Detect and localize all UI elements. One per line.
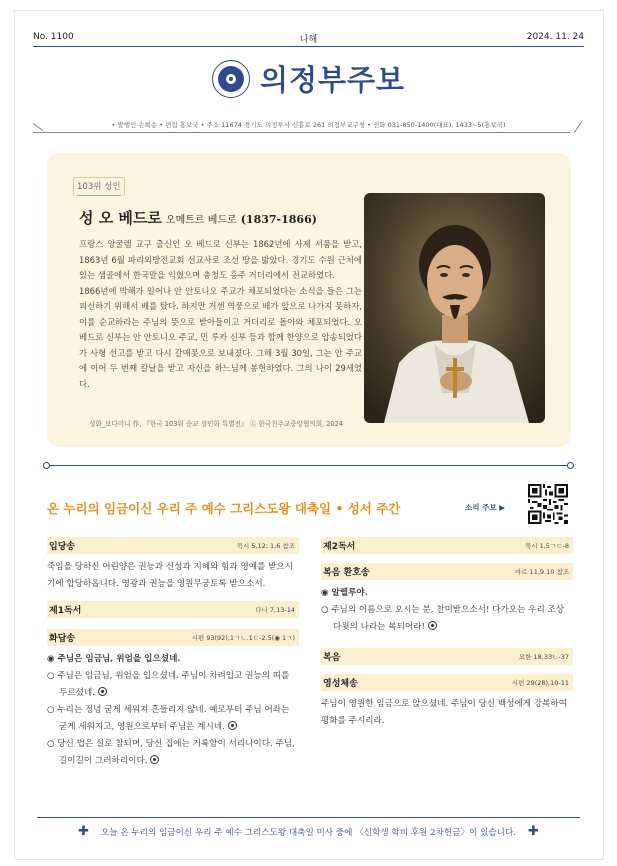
section-reference: 시편 29(28),10-11 (511, 679, 569, 687)
saint-paragraph: 1866년에 박해가 일어나 안 안토니오 주교가 체포되었다는 소식을 들은 그는 피신하기 위해서 배를 탔다. 하지만 거센 역풍으로 배가 앞으로 나가지 못하자, 이를 순교하라는 주님의 뜻으로 받아들이고 거더리로 돌아와 체포되었다. 오 베드로 신부는 안 안토니오 주교, 민 루카 신부 등과 함께 한양으로 압송되었다가 사형 선고를 받고 다시 갈매못으로 보내졌다. 그해 3월 30일, 그는 안 주교에 이어 두 번째 칼날을 받고 자신을 하느님께 봉헌하였다. 그의 나이 29세였다. (79, 285, 362, 389)
first-reading-header (47, 601, 299, 618)
saint-portrait-image (364, 193, 545, 423)
audio-bulletin-link[interactable]: 소리 주보 ▶ (465, 503, 505, 512)
saint-name-latin: 오메트르 베드로 (165, 215, 237, 226)
header-topbar (33, 32, 584, 45)
section-reference: 다니 7,13-14 (255, 606, 295, 614)
saint-card (47, 153, 571, 447)
bulletin-title: 의정부주보 (259, 63, 406, 97)
issue-date: 2024. 11. 24 (526, 32, 584, 42)
saint-biography (79, 237, 362, 392)
response-mark-icon (98, 687, 107, 696)
saint-name-main: 성 오 베드로 (79, 209, 162, 227)
saint-years: (1837-1866) (240, 213, 317, 226)
plus-icon: ✚ (528, 824, 539, 839)
image-credit: 성화_보다미니 作, 『한국 103위 순교 성인화 특별전』 ⓒ 한국천주교중앙협의회, 2024 (89, 420, 344, 428)
response-mark-icon (150, 755, 159, 764)
section-reference: 묵시 5,12; 1,6 참조 (236, 542, 295, 550)
gospel-acclamation-header (321, 563, 573, 580)
response-mark-icon (228, 721, 237, 730)
issue-number: No. 1100 (33, 32, 74, 42)
header-rule (33, 46, 584, 47)
footer-notice (0, 824, 617, 839)
feast-title: 온 누리의 임금이신 우리 주 예수 그리스도왕 대축일 • 성서 주간 (47, 501, 401, 516)
right-column (321, 537, 573, 738)
entrance-antiphon-header (47, 537, 299, 554)
section-title: 복음 (323, 653, 341, 663)
section-title: 영성체송 (323, 679, 358, 689)
plus-icon: ✚ (78, 824, 89, 839)
section-title: 입당송 (49, 542, 76, 552)
section-reference: 시편 93(92),1ㄱㄴ.1ㄷ-2.5(◉ 1ㄱ) (191, 634, 295, 642)
saint-tag: 103위 성인 (77, 180, 121, 196)
section-reference: 마르 11,9.10 참조 (514, 568, 569, 576)
second-reading-header (321, 537, 573, 554)
publisher-info (33, 114, 584, 134)
saint-paragraph: 프랑스 앙굴렘 교구 출신인 오 베드로 신부는 1862년에 사제 서품을 받고, 1863년 6월 파리외방전교회 선교사로 조선 땅을 밟았다. 경기도 수원 근처에 있는 샘골에서 한국말을 익혔으며 충청도 홍주 거더리에서 전교하였다. (79, 239, 362, 280)
communion-antiphon-header (321, 674, 573, 691)
publisher-info-text: • 발행인 손희송 • 편집 홍보국 • 주소 11674 경기도 의정부시 신흥로 261 의정부교구청 • 전화 031-850-1400(대표), 1433~5(홍보국) (111, 121, 506, 129)
section-title: 제1독서 (49, 606, 82, 616)
communion-antiphon-text: 주님이 영원한 임금으로 앉으셨네. 주님이 당신 백성에게 강복하여 평화를 주시리라. (321, 699, 567, 726)
footer-rule (37, 817, 580, 818)
section-title: 제2독서 (323, 542, 356, 552)
masthead (0, 58, 617, 99)
section-reference: 묵시 1,5ㄱㄷ-8 (524, 542, 569, 550)
alleluia-response: ◉ 알렐루야. (321, 588, 368, 598)
psalm-verse: ○ 당신 법은 실로 참되며, 당신 집에는 거룩함이 서리나이다. 주님, 길이길이 그러하리이다. (47, 739, 295, 766)
liturgical-year: 나해 (299, 35, 318, 45)
diocese-logo-icon (212, 60, 250, 98)
section-divider (47, 465, 570, 466)
section-title: 복음 환호송 (323, 568, 370, 578)
gospel-header (321, 648, 573, 665)
saint-name (79, 207, 317, 228)
footer-notice-text: 오늘 온 누리의 임금이신 우리 주 예수 그리스도왕 대축일 미사 중에 〈신학생 학비 후원 2차헌금〉이 있습니다. (100, 827, 517, 838)
response-mark-icon (428, 621, 437, 630)
entrance-antiphon-text: 죽임을 당하신 어린양은 권능과 신성과 지혜와 힘과 영예를 받으시기에 합당하옵니다. 영광과 권능을 영원무궁토록 받으소서. (47, 562, 293, 589)
left-column (47, 537, 299, 770)
section-reference: 요한 18,33ㄴ-37 (518, 653, 569, 661)
section-title: 화답송 (49, 634, 76, 644)
psalm-verse: ○ 주님은 임금님, 위엄을 입으셨네. 주님이 차려입고 권능의 띠를 두르셨네. (47, 671, 290, 698)
psalm-header (47, 629, 299, 646)
qr-code-icon[interactable] (528, 484, 568, 524)
alleluia-verse: ○ 주님의 이름으로 오시는 분, 찬미받으소서! 다가오는 우리 조상 다윗의 나라는 복되어라! (321, 605, 565, 632)
psalm-response: ◉ 주님은 임금님, 위엄을 입으셨네. (47, 654, 181, 664)
psalm-verse: ○ 누리는 정녕 굳게 세워져 흔들리지 않네. 예로부터 주님 어좌는 굳게 세워지고, 영원으로부터 주님은 계시네. (47, 705, 290, 732)
